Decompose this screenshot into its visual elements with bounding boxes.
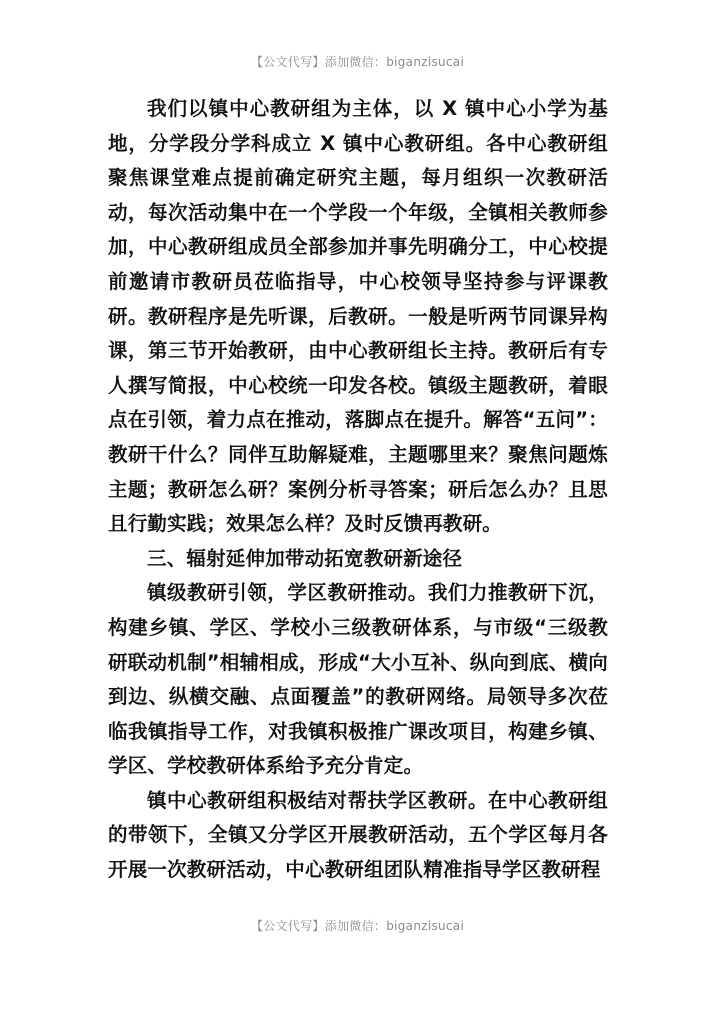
paragraph: 镇中心教研组积极结对帮扶学区教研。在中心教研组的带领下，全镇又分学区开展教研活动，五个学区每月各开展一次教研活动，中心教研组团队精准指导学区教研程 [108,788,608,882]
footer-watermark: 【公文代写】添加微信：biganzisucai [250,919,465,933]
paragraph: 镇级教研引领，学区教研推动。我们力推教研下沉，构建乡镇、学区、学校小三级教研体系，与市级“三级教研联动机制”相辅相成，形成“大小互补、纵向到底、横向到边、纵横交融、点面覆盖”的教研网络。局领导多次莅临我镇指导工作，对我镇积极推广课改项目，构建乡镇、学区、学校教研体系给予充分肯定。 [108,581,608,778]
section-heading: 三、辐射延伸加带动拓宽教研新途径 [147,546,463,570]
body-text [108,92,608,888]
paragraph: 我们以镇中心教研组为主体，以 X 镇中心小学为基地，分学段分学科成立 X 镇中心教研组。各中心教研组聚焦课堂难点提前确定研究主题，每月组织一次教研活动，每次活动集中在一个学段一个年级，全镇相关教师参加，中心教研组成员全部参加并事先明确分工，中心校提前邀请市教研员莅临指导，中心校领导坚持参与评课教研。教研程序是先听课，后教研。一般是听两节同课异构课，第三节开始教研，由中心教研组长主持。教研后有专人撰写简报，中心校统一印发各校。镇级主题教研，着眼点在引领，着力点在推动，落脚点在提升。解答“五问”：教研干什么？同伴互助解疑难，主题哪里来？聚焦问题炼主题；教研怎么研？案例分析寻答案；研后怎么办？且思且行勤实践；效果怎么样？及时反馈再教研。 [108,97,608,536]
header-watermark: 【公文代写】添加微信：biganzisucai [250,55,465,69]
